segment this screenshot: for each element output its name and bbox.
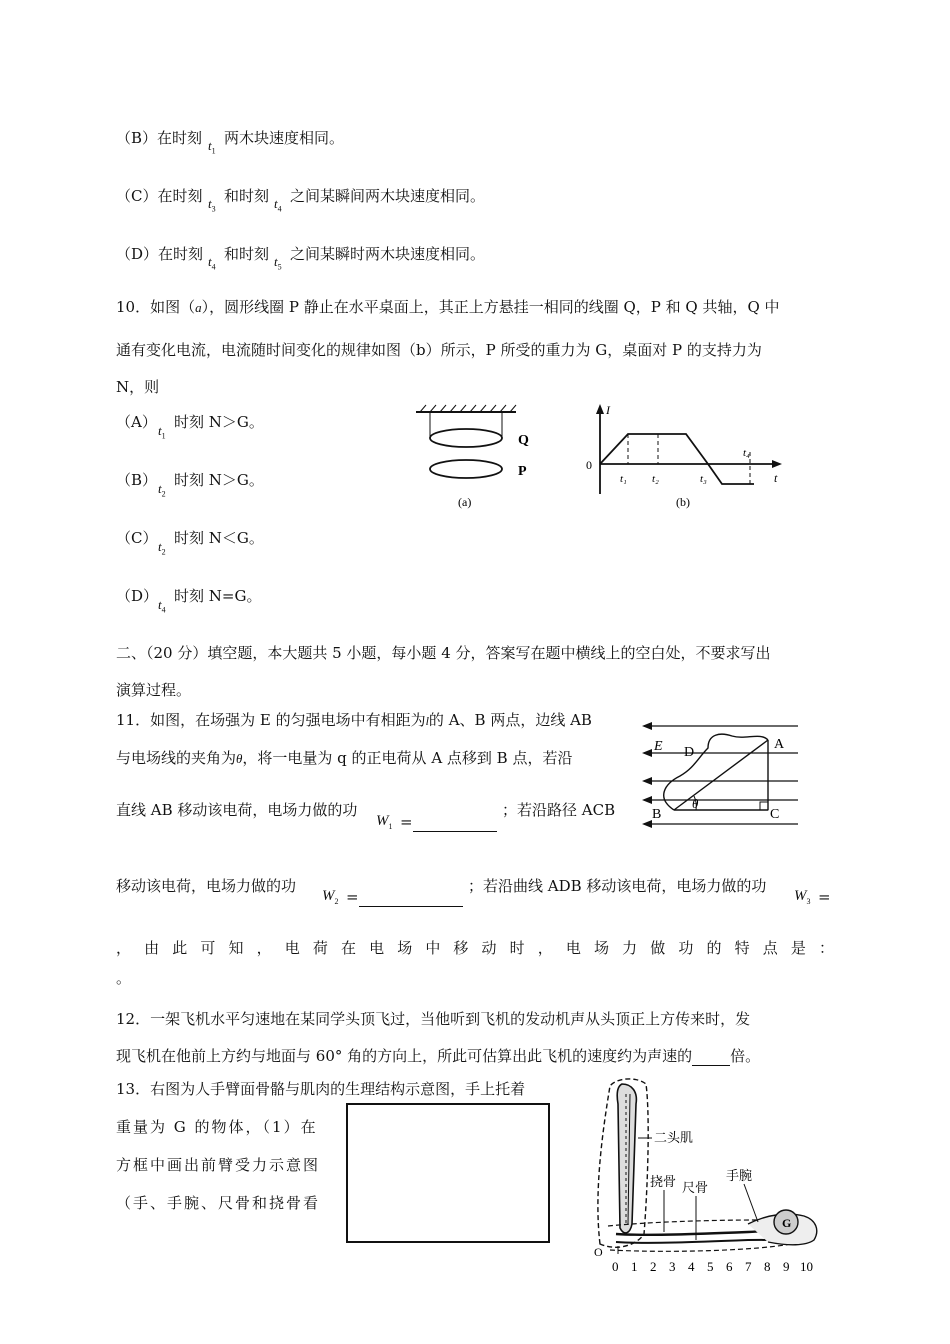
time-variable: $t_3$ bbox=[208, 196, 216, 214]
q9-option-b bbox=[116, 128, 202, 148]
scale-tick: 5 bbox=[707, 1259, 714, 1274]
scale-tick: 9 bbox=[783, 1259, 790, 1274]
time-variable: $t_1$ bbox=[158, 423, 166, 441]
scale-tick: 4 bbox=[688, 1259, 695, 1274]
label-o: O bbox=[594, 1245, 603, 1259]
q10-stem-line2: 通有变化电流，电流随时间变化的规律如图（b）所示，P 所受的重力为 G，桌面对 P 的支持力为 bbox=[116, 341, 762, 359]
option-text: 时刻 N＞G。 bbox=[174, 413, 264, 431]
time-variable: $t_4$ bbox=[208, 254, 216, 272]
scale-tick: 8 bbox=[764, 1259, 771, 1274]
time-variable: $t_4$ bbox=[274, 196, 282, 214]
option-text: 时刻 N＜G。 bbox=[174, 529, 264, 547]
tick-t4: t₄ bbox=[743, 447, 750, 459]
label-ulna: 尺骨 bbox=[682, 1180, 709, 1195]
q11-line4: 移动该电荷，电场力做的功 bbox=[116, 877, 297, 895]
label-c: C bbox=[770, 807, 780, 822]
label-e: E bbox=[654, 739, 663, 754]
q11-line1: 11．如图，在场强为 E 的匀强电场中有相距为l的 A、B 两点，边线 AB bbox=[116, 711, 592, 729]
q11-line3-end: ；若沿路径 ACB bbox=[502, 801, 616, 819]
label-theta: θ bbox=[692, 796, 699, 811]
coil-figure-a bbox=[410, 402, 540, 514]
work-w3: $W_3$ bbox=[794, 888, 811, 906]
q11-line3: 直线 AB 移动该电荷，电场力做的功 bbox=[116, 801, 358, 819]
q10-option-b: （B） bbox=[116, 471, 158, 489]
q10-option-a: （A） bbox=[116, 413, 157, 431]
option-text: 和时刻 bbox=[224, 245, 270, 263]
distance-scale bbox=[612, 1259, 813, 1274]
q11-line5: ，由此可知，电荷在电场中移动时，电场力做功的特点是： bbox=[116, 939, 834, 957]
label-g: G bbox=[782, 1216, 792, 1230]
time-variable: $t_1$ bbox=[208, 138, 216, 156]
work-w2: $W_2$ bbox=[322, 888, 339, 906]
option-text: 两木块速度相同。 bbox=[224, 129, 345, 147]
label-radius: 挠骨 bbox=[650, 1174, 677, 1189]
arm-figure bbox=[588, 1074, 838, 1274]
origin-label: 0 bbox=[586, 458, 592, 472]
scale-tick: 10 bbox=[800, 1259, 813, 1274]
option-text: （B）在时刻 bbox=[116, 129, 203, 147]
label-a: A bbox=[774, 737, 785, 752]
section-heading-cont: 演算过程。 bbox=[116, 681, 192, 699]
coil-p bbox=[430, 460, 502, 478]
tick-t2: t₂ bbox=[652, 473, 659, 485]
option-text: 之间某瞬间两木块速度相同。 bbox=[290, 187, 486, 205]
electric-field-figure bbox=[636, 718, 806, 834]
drawing-box[interactable] bbox=[346, 1103, 550, 1243]
q10-stem-line1: 10．如图（a），圆形线圈 P 静止在水平桌面上，其正上方悬挂一相同的线圈 Q，P 和 Q 共轴，Q 中 bbox=[116, 298, 780, 316]
section-heading: 二、（20 分）填空题，本大题共 5 小题，每小题 4 分，答案写在题中横线上的空白处，不要求写出 bbox=[116, 644, 771, 662]
q13-line3: 方框中画出前臂受力示意图 bbox=[116, 1156, 321, 1174]
time-variable: $t_2$ bbox=[158, 481, 166, 499]
scale-tick: 6 bbox=[726, 1259, 733, 1274]
scale-tick: 2 bbox=[650, 1259, 657, 1274]
label-p: P bbox=[518, 464, 527, 479]
q9-option-c: （C）在时刻 bbox=[116, 187, 203, 205]
label-d: D bbox=[684, 745, 695, 760]
axis-label-t: t bbox=[774, 471, 778, 485]
time-variable: $t_5$ bbox=[274, 254, 282, 272]
time-variable: $t_2$ bbox=[158, 539, 166, 557]
answer-blank-q12[interactable] bbox=[692, 1051, 730, 1066]
ulna-bone bbox=[616, 1238, 788, 1243]
q11-line6: 。 bbox=[116, 969, 132, 987]
tick-t3: t₃ bbox=[700, 473, 707, 485]
scale-tick: 7 bbox=[745, 1259, 752, 1274]
q11-line2: 与电场线的夹角为θ，将一电量为 q 的正电荷从 A 点移到 B 点，若沿 bbox=[116, 749, 573, 767]
time-variable: $t_4$ bbox=[158, 597, 166, 615]
q12-line2: 现飞机在他前上方约与地面与 60° 角的方向上，所此可估算出此飞机的速度约为声速的 倍。 bbox=[116, 1047, 761, 1065]
answer-blank-w1[interactable]: = bbox=[400, 812, 497, 832]
q12-line1: 12．一架飞机水平匀速地在某同学头顶飞过，当他听到飞机的发动机声从头顶正上方传来时，发 bbox=[116, 1010, 751, 1028]
q11-line4-mid: ；若沿曲线 ADB 移动该电荷，电场力做的功 bbox=[468, 877, 767, 895]
label-biceps: 二头肌 bbox=[654, 1130, 694, 1145]
current-graph-b bbox=[578, 402, 788, 514]
scale-tick: 1 bbox=[631, 1259, 638, 1274]
option-text: 时刻 N=G。 bbox=[174, 587, 262, 605]
q10-option-c: （C） bbox=[116, 529, 158, 547]
biceps-muscle bbox=[617, 1084, 636, 1233]
q13-line2: 重量为 G 的物体，（1）在 bbox=[116, 1118, 318, 1136]
answer-blank-w2[interactable]: = bbox=[346, 887, 463, 907]
equals-sign: = bbox=[818, 888, 831, 906]
figure-caption: (b) bbox=[676, 495, 690, 509]
option-text: 和时刻 bbox=[224, 187, 270, 205]
option-text: 时刻 N＞G。 bbox=[174, 471, 264, 489]
work-w1: $W_1$ bbox=[376, 813, 393, 831]
label-b: B bbox=[652, 807, 662, 822]
label-wrist: 手腕 bbox=[726, 1168, 753, 1183]
scale-tick: 0 bbox=[612, 1259, 619, 1274]
q9-option-d: （D）在时刻 bbox=[116, 245, 204, 263]
q10-stem-line3: N，则 bbox=[116, 378, 160, 396]
option-text: 之间某瞬时两木块速度相同。 bbox=[290, 245, 486, 263]
curve-adb bbox=[664, 734, 768, 810]
q13-line4: （手、手腕、尺骨和挠骨看 bbox=[116, 1194, 321, 1212]
coil-q bbox=[430, 429, 502, 447]
axis-label-i: I bbox=[606, 403, 610, 417]
q10-option-d: （D） bbox=[116, 587, 159, 605]
tick-t1: t₁ bbox=[620, 473, 627, 485]
scale-tick: 3 bbox=[669, 1259, 676, 1274]
label-q: Q bbox=[518, 433, 529, 448]
figure-caption: (a) bbox=[458, 495, 472, 509]
q13-line1: 13．右图为人手臂面骨骼与肌肉的生理结构示意图，手上托着 bbox=[116, 1080, 526, 1098]
